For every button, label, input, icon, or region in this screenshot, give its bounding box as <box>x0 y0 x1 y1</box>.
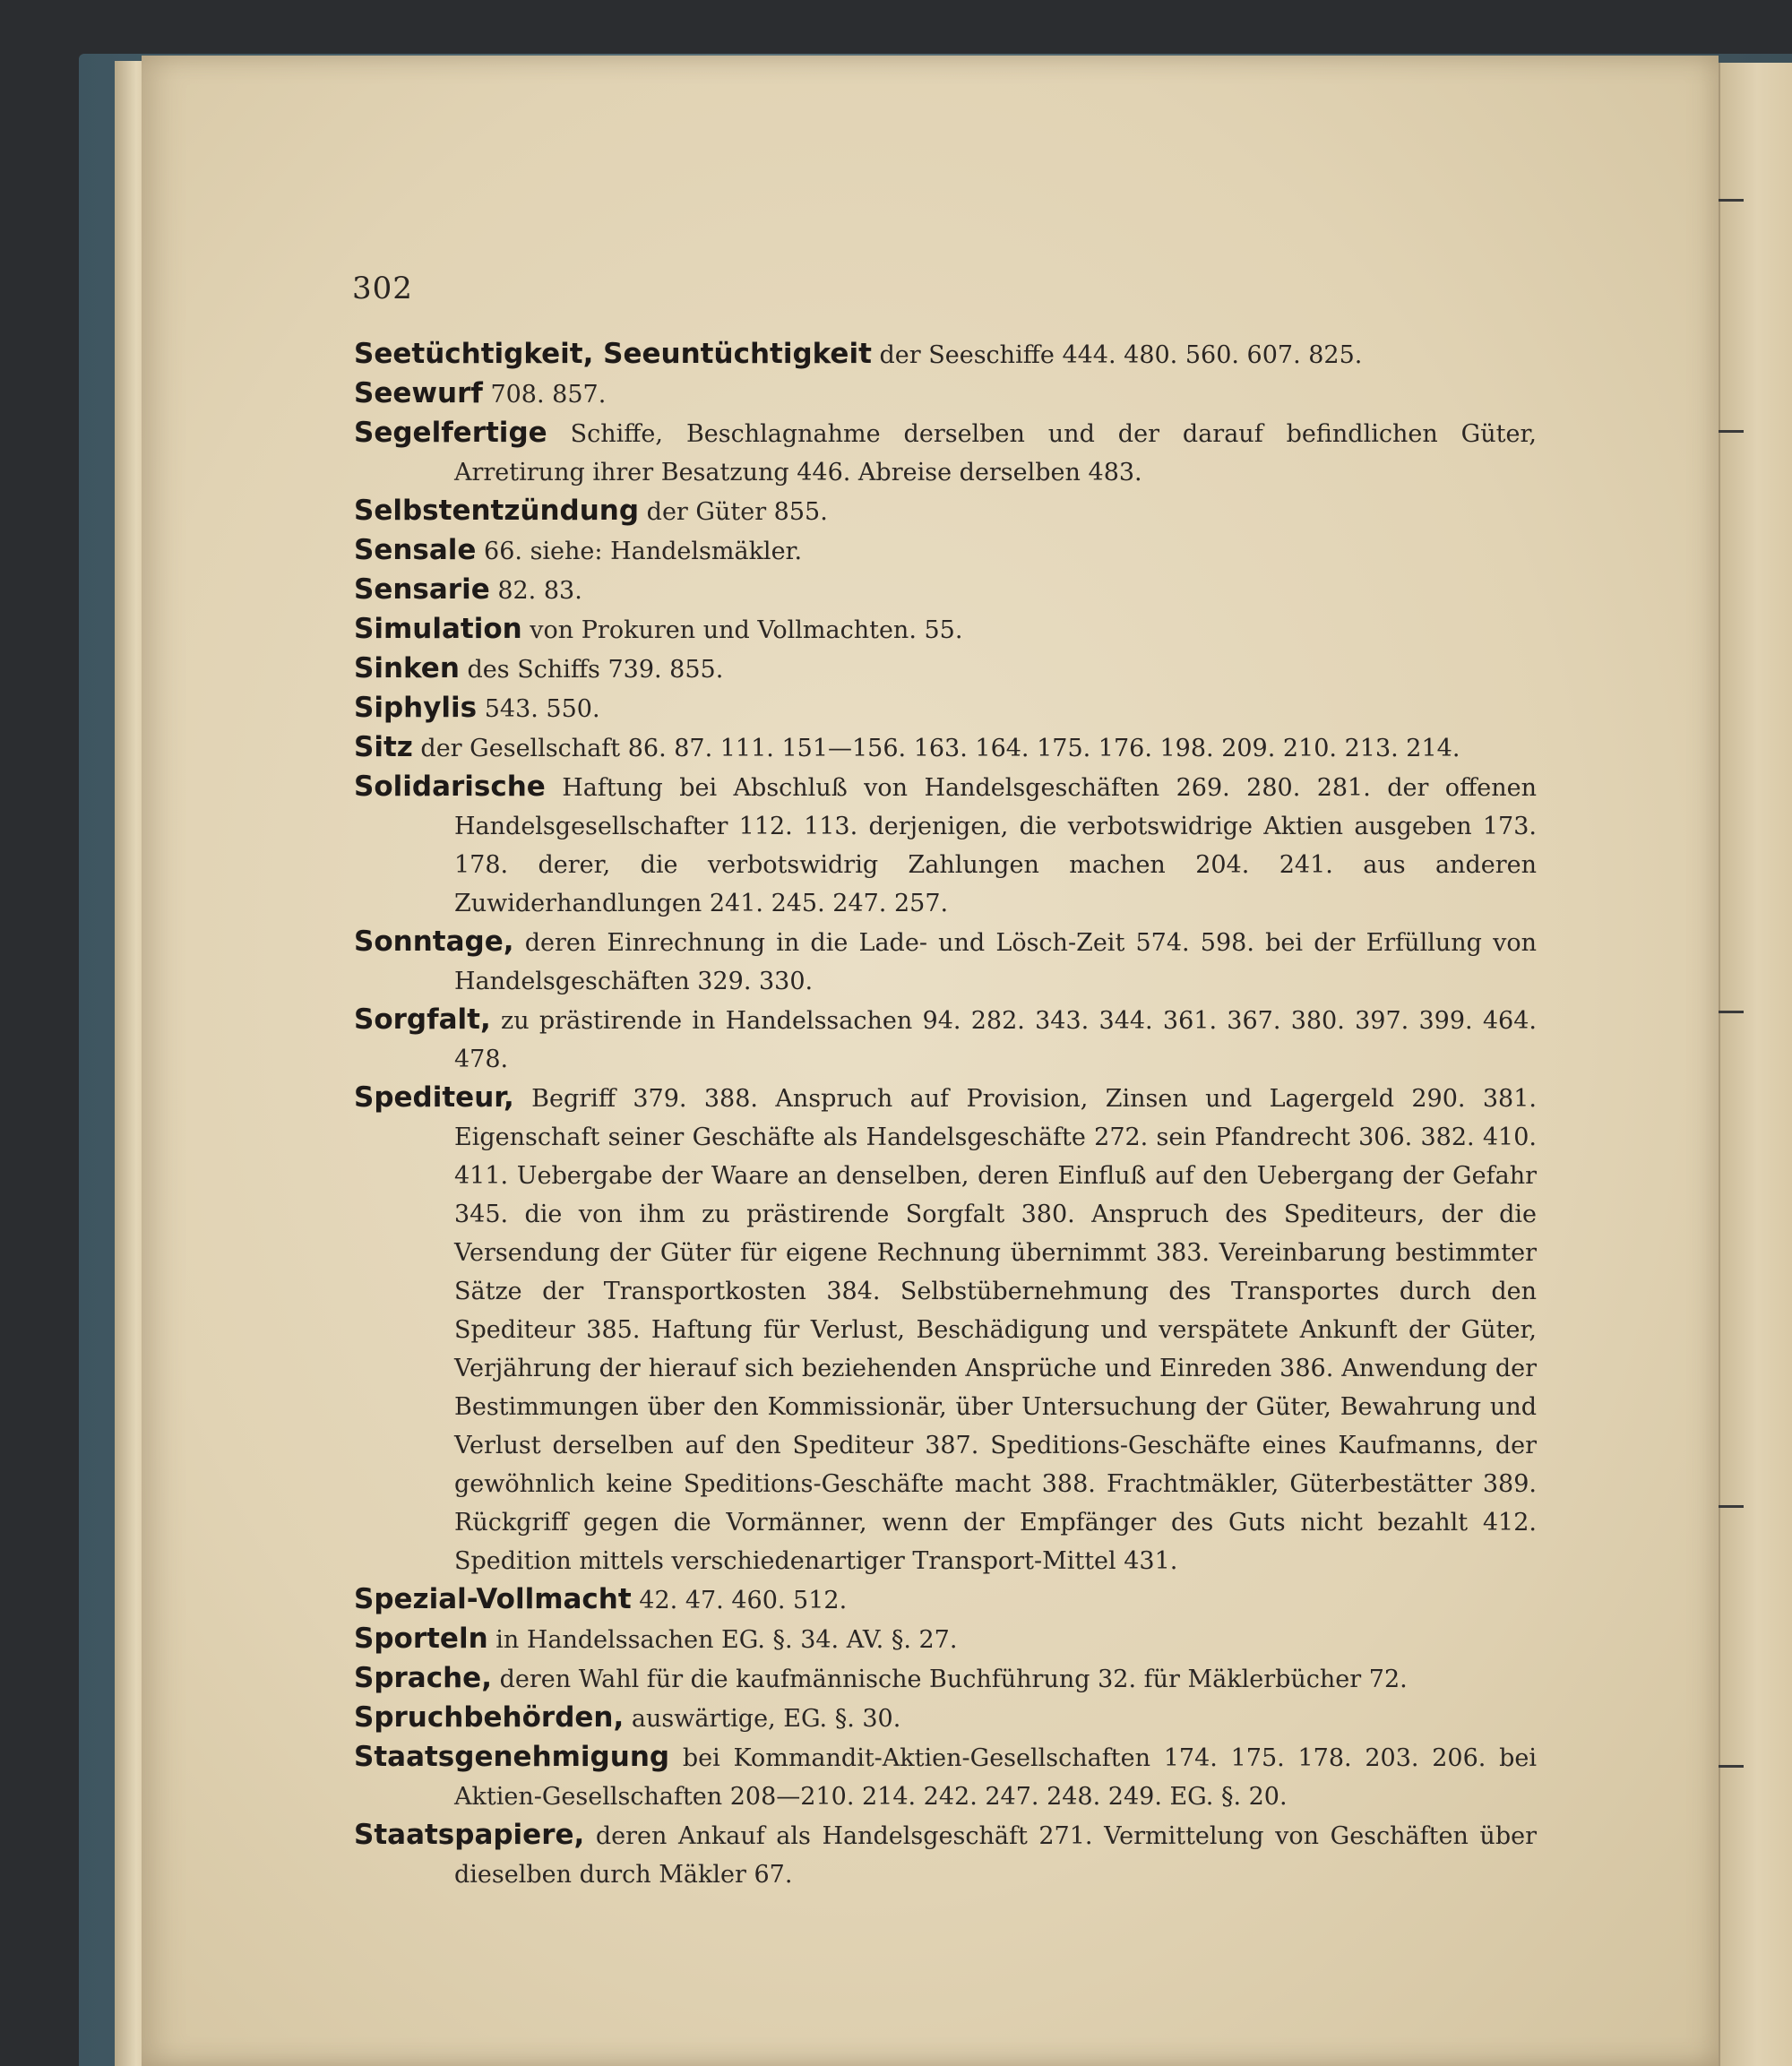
entry-text: auswärtige, EG. §. 30. <box>631 1705 901 1733</box>
entry-head: Sonntage, <box>354 925 514 958</box>
entry-head: Sorgfalt, <box>354 1003 491 1036</box>
index-entry <box>354 768 1537 923</box>
entry-text: 66. siehe: Handelsmäkler. <box>484 538 803 565</box>
index-entry <box>354 1699 1537 1738</box>
index-entry <box>354 689 1537 728</box>
entry-head: Solidarische <box>354 770 546 803</box>
index-entry <box>354 335 1537 374</box>
entry-text: der Güter 855. <box>646 498 828 526</box>
entry-head: Sporteln <box>354 1623 488 1655</box>
entry-head: Sinken <box>354 652 460 684</box>
entry-text: in Handelssachen EG. §. 34. AV. §. 27. <box>495 1626 958 1654</box>
index-entry <box>354 1001 1537 1079</box>
entry-text: 82. 83. <box>497 577 582 605</box>
entry-head: Spezial-Vollmacht <box>354 1583 632 1615</box>
index-entry <box>354 923 1537 1001</box>
index-entry <box>354 1659 1537 1699</box>
index-entry <box>354 414 1537 492</box>
index-entry <box>354 1580 1537 1620</box>
entry-text: 543. 550. <box>484 695 600 723</box>
entry-text: Haftung bei Abschluß von Handelsgeschäften 269. 280. 281. der offenen Handelsgesellschafter 112. 113. derjenigen, die verbotswidrige Aktien ausgeben 173. 178. derer, die verbotswidrig Zahlungen machen 204. 241. aus anderen Zuwiderhandlungen 241. 245. 247. 257. <box>454 774 1537 917</box>
index-entry <box>354 571 1537 610</box>
entry-text: Schiffe, Beschlagnahme derselben und der darauf befindlichen Güter, Arretirung ihrer Besatzung 446. Abreise derselben 483. <box>454 420 1537 486</box>
index-entry <box>354 1816 1537 1894</box>
entry-head: Sprache, <box>354 1662 492 1694</box>
entry-head: Selbstentzündung <box>354 495 640 527</box>
entry-head: Siphylis <box>354 692 478 724</box>
index-entry <box>354 728 1537 768</box>
index-entry <box>354 650 1537 689</box>
entry-text: bei Kommandit-Aktien-Gesellschaften 174. 175. 178. 203. 206. bei Aktien-Gesellschaften 208—210. 214. 242. 247. 248. 249. EG. §. 20. <box>454 1744 1537 1811</box>
entry-head: Staatsgenehmigung <box>354 1741 670 1773</box>
index-entry <box>354 1738 1537 1816</box>
entry-head: Seewurf <box>354 377 483 409</box>
entry-head: Segelfertige <box>354 417 547 449</box>
entry-head: Staatspapiere, <box>354 1819 585 1851</box>
index-entry <box>354 374 1537 414</box>
index-entry <box>354 1079 1537 1580</box>
entry-text: Begriff 379. 388. Anspruch auf Provision, Zinsen und Lagergeld 290. 381. Eigenschaft seiner Geschäfte als Handelsgeschäfte 272. sein Pfandrecht 306. 382. 410. 411. Uebergabe der Waare an denselben, deren Einfluß auf den Uebergang der Gefahr 345. die von ihm zu prästirende Sorgfalt 380. Anspruch des Spediteurs, der die Versendung der Güter für eigene Rechnung übernimmt 383. Vereinbarung bestimmter Sätze der Transportkosten 384. Selbstübernehmung des Transportes durch den Spediteur 385. Haftung für Verlust, Beschädigung und verspätete Ankunft der Güter, Verjährung der hierauf sich beziehenden Ansprüche und Einreden 386. Anwendung der Bestimmungen über den Kommissionär, über Untersuchung der Güter, Bewahrung und Verlust derselben auf den Spediteur 387. Speditions-Geschäfte eines Kaufmanns, der gewöhnlich keine Speditions-Geschäfte macht 388. Frachtmäkler, Güterbestätter 389. Rückgriff gegen die Vormänner, wenn der Empfänger des Guts nicht bezahlt 412. Spedition mittels verschiedenartiger Transport-Mittel 431. <box>454 1085 1537 1575</box>
index-entry <box>354 1620 1537 1659</box>
index-entries <box>354 335 1537 1894</box>
entry-text: 42. 47. 460. 512. <box>639 1587 848 1614</box>
entry-text: deren Wahl für die kaufmännische Buchführung 32. für Mäklerbücher 72. <box>499 1666 1408 1693</box>
entry-text: deren Einrechnung in die Lade- und Lösch-Zeit 574. 598. bei der Erfüllung von Handelsgeschäften 329. 330. <box>454 929 1537 995</box>
entry-head: Simulation <box>354 613 522 645</box>
entry-text: zu prästirende in Handelssachen 94. 282. 343. 344. 361. 367. 380. 397. 399. 464. 478. <box>454 1007 1537 1073</box>
entry-text: 708. 857. <box>490 381 607 409</box>
entry-text: der Gesellschaft 86. 87. 111. 151—156. 163. 164. 175. 176. 198. 209. 210. 213. 214. <box>420 735 1460 762</box>
index-entry <box>354 492 1537 531</box>
entry-head: Sensale <box>354 534 477 566</box>
entry-text: des Schiffs 739. 855. <box>467 656 724 684</box>
entry-text: der Seeschiffe 444. 480. 560. 607. 825. <box>879 341 1363 369</box>
entry-head: Sitz <box>354 731 413 763</box>
entry-head: Sensarie <box>354 573 490 606</box>
entry-head: Spediteur, <box>354 1081 514 1114</box>
entry-head: Spruchbehörden, <box>354 1701 625 1734</box>
index-entry <box>354 531 1537 571</box>
index-entry <box>354 610 1537 650</box>
entry-head: Seetüchtigkeit, Seeuntüchtigkeit <box>354 338 872 370</box>
entry-text: von Prokuren und Vollmachten. 55. <box>530 616 963 644</box>
page-number: 302 <box>352 271 413 306</box>
entry-text: deren Ankauf als Handelsgeschäft 271. Vermittelung von Geschäften über dieselben durch Mäkler 67. <box>454 1822 1537 1889</box>
